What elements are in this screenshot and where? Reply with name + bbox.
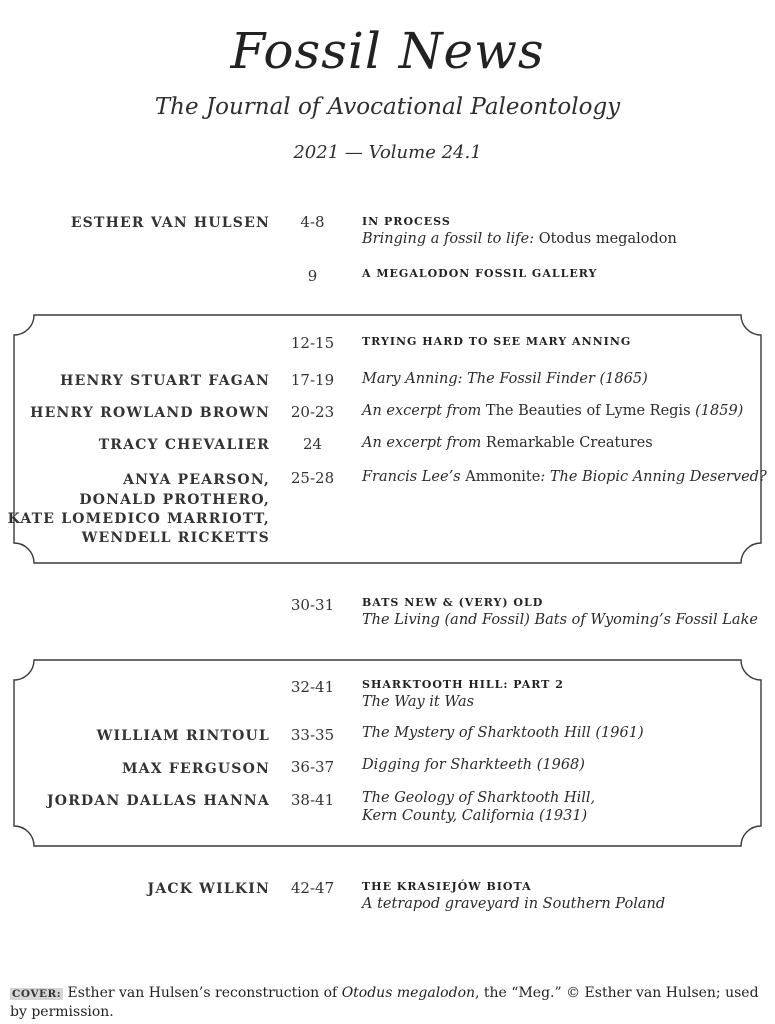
title-chevalier: An excerpt from Remarkable Creatures [362,435,653,451]
pages-brown: 20-23 [290,403,335,421]
author-brown: HENRY ROWLAND BROWN [30,405,270,421]
entry-krasiejow [362,879,665,913]
pages-fagan: 17-19 [290,371,335,389]
entry-bats [362,595,758,629]
entry-heading: SHARKTOOTH HILL: PART 2 [362,678,564,691]
pages-chevalier: 24 [302,435,323,453]
author-ammonite-2: DONALD PROTHERO, [79,492,270,508]
entry-subtitle: The Living (and Fossil) Bats of Wyoming’s Fossil Lake [362,612,758,628]
author-ferguson: MAX FERGUSON [121,761,270,777]
author-van-hulsen: ESTHER VAN HULSEN [70,215,270,231]
entry-sharktooth [362,677,564,711]
author-ammonite-1: ANYA PEARSON, [123,472,270,488]
author-chevalier: TRACY CHEVALIER [98,437,270,453]
entry-gallery [362,266,597,282]
pages-van-hulsen: 4-8 [300,213,325,231]
volume-line: 2021 — Volume 24.1 [293,142,482,163]
journal-subtitle: The Journal of Avocational Paleontology [154,94,621,120]
entry-in-process [362,214,677,248]
pages-wilkin: 42-47 [290,879,335,897]
pages-ammonite: 25-28 [290,469,335,487]
pages-anning: 12-15 [290,334,335,352]
entry-anning [362,334,631,350]
author-fagan: HENRY STUART FAGAN [60,373,270,389]
title-rintoul: The Mystery of Sharktooth Hill (1961) [362,725,644,741]
author-ammonite-4: WENDELL RICKETTS [81,530,270,546]
author-hanna: JORDAN DALLAS HANNA [46,793,270,809]
author-rintoul: WILLIAM RINTOUL [96,728,270,744]
title-ferguson: Digging for Sharkteeth (1968) [362,757,585,773]
entry-heading: BATS NEW & (VERY) OLD [362,596,544,609]
entry-heading: TRYING HARD TO SEE MARY ANNING [362,335,632,348]
journal-title: Fossil News [230,22,545,80]
entry-heading: A MEGALODON FOSSIL GALLERY [362,267,598,280]
author-wilkin: JACK WILKIN [147,881,270,897]
entry-subtitle: The Way it Was [362,694,475,710]
entry-subtitle: A tetrapod graveyard in Southern Poland [362,896,666,912]
title-ammonite: Francis Lee’s Ammonite: The Biopic Anning Deserved? [362,469,767,485]
pages-hanna: 38-41 [290,791,335,809]
entry-heading: THE KRASIEJÓW BIOTA [362,880,532,893]
pages-sharktooth: 32-41 [290,678,335,696]
pages-rintoul: 33-35 [290,726,335,744]
entry-subtitle: Bringing a fossil to life: Otodus megalodon [362,231,677,247]
pages-gallery: 9 [307,267,318,285]
pages-bats: 30-31 [290,596,335,614]
cover-credit: COVER: Esther van Hulsen’s reconstruction of Otodus megalodon, the “Meg.” © Esther van Hulsen; used by permission. [10,985,759,1020]
title-fagan: Mary Anning: The Fossil Finder (1865) [362,371,648,387]
title-hanna: The Geology of Sharktooth Hill, Kern County, California (1931) [362,790,596,824]
entry-heading: IN PROCESS [362,215,451,228]
cover-label: COVER: [12,988,62,1000]
title-brown: An excerpt from The Beauties of Lyme Regis (1859) [362,403,744,419]
author-ammonite-3: KATE LOMEDICO MARRIOTT, [7,511,270,527]
pages-ferguson: 36-37 [290,758,335,776]
